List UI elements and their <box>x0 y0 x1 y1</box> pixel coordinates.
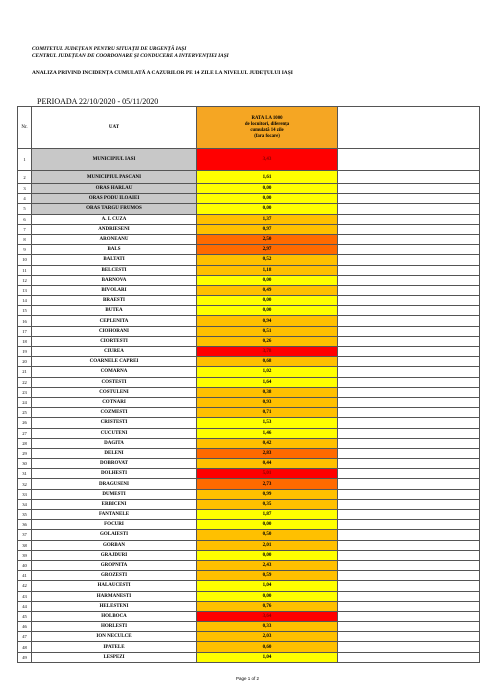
row-number: 35 <box>18 510 32 520</box>
uat-name: ANDRIESENI <box>32 224 197 234</box>
empty-cell <box>338 581 480 591</box>
empty-cell <box>338 306 480 316</box>
table-row <box>18 469 480 479</box>
row-number: 42 <box>18 581 32 591</box>
incidence-rate: 0,26 <box>197 336 338 346</box>
empty-cell <box>338 296 480 306</box>
table-row <box>18 387 480 397</box>
row-number: 9 <box>18 245 32 255</box>
incidence-rate: 2,43 <box>197 560 338 570</box>
incidence-rate: 0,93 <box>197 397 338 407</box>
incidence-rate: 0,00 <box>197 591 338 601</box>
incidence-rate: 2,50 <box>197 234 338 244</box>
incidence-rate: 2,97 <box>197 245 338 255</box>
table-row <box>18 377 480 387</box>
uat-name: COMARNA <box>32 367 197 377</box>
uat-name: GROZESTI <box>32 571 197 581</box>
incidence-rate: 3,43 <box>197 149 338 171</box>
row-number: 8 <box>18 234 32 244</box>
table-row <box>18 459 480 469</box>
table-row <box>18 601 480 611</box>
incidence-rate: 0,00 <box>197 520 338 530</box>
incidence-table <box>17 106 480 663</box>
row-number: 32 <box>18 479 32 489</box>
empty-cell <box>338 550 480 560</box>
table-row <box>18 550 480 560</box>
incidence-rate: 0,44 <box>197 459 338 469</box>
empty-cell <box>338 499 480 509</box>
table-row <box>18 204 480 214</box>
table-row <box>18 540 480 550</box>
row-number: 33 <box>18 489 32 499</box>
table-row <box>18 571 480 581</box>
incidence-rate: 0,52 <box>197 255 338 265</box>
row-number: 24 <box>18 397 32 407</box>
empty-cell <box>338 285 480 295</box>
incidence-rate: 2,83 <box>197 448 338 458</box>
table-row <box>18 149 480 171</box>
incidence-rate: 3,64 <box>197 611 338 621</box>
empty-cell <box>338 387 480 397</box>
uat-name: COSTESTI <box>32 377 197 387</box>
uat-name: CIOHORANI <box>32 326 197 336</box>
table-row <box>18 275 480 285</box>
uat-name: DAGITA <box>32 438 197 448</box>
uat-name: BRAESTI <box>32 296 197 306</box>
empty-cell <box>338 428 480 438</box>
row-number: 49 <box>18 652 32 662</box>
empty-cell <box>338 234 480 244</box>
incidence-rate: 1,64 <box>197 377 338 387</box>
table-row <box>18 326 480 336</box>
uat-name: CIORTESTI <box>32 336 197 346</box>
empty-cell <box>338 469 480 479</box>
empty-cell <box>338 479 480 489</box>
rate-header-line: RATA LA 1000 <box>251 115 283 121</box>
empty-cell <box>338 357 480 367</box>
incidence-rate: 0,00 <box>197 306 338 316</box>
incidence-rate: 5,01 <box>197 469 338 479</box>
uat-name: ORAS PODU ILOAIEI <box>32 194 197 204</box>
row-number: 37 <box>18 530 32 540</box>
row-number: 40 <box>18 560 32 570</box>
row-number: 25 <box>18 408 32 418</box>
incidence-rate: 0,38 <box>197 387 338 397</box>
page-footer: Page 1 of 2 <box>235 676 260 681</box>
incidence-rate: 1,04 <box>197 581 338 591</box>
incidence-rate: 1,46 <box>197 428 338 438</box>
incidence-rate: 0,60 <box>197 642 338 652</box>
table-row <box>18 296 480 306</box>
table-row <box>18 520 480 530</box>
uat-name: FANTANELE <box>32 510 197 520</box>
row-number: 41 <box>18 571 32 581</box>
empty-cell <box>338 560 480 570</box>
table-row <box>18 652 480 662</box>
uat-name: ARONEANU <box>32 234 197 244</box>
uat-name: DELENI <box>32 448 197 458</box>
row-number: 6 <box>18 214 32 224</box>
row-number: 16 <box>18 316 32 326</box>
uat-name: ION NECULCE <box>32 632 197 642</box>
table-row <box>18 265 480 275</box>
uat-name: IPATELE <box>32 642 197 652</box>
header-line-1: COMITETUL JUDEȚEAN PENTRU SITUAȚII DE URGENȚĂ IAȘI <box>32 46 187 52</box>
uat-name: MUNICIPIUL PASCANI <box>32 171 197 184</box>
row-number: 7 <box>18 224 32 234</box>
table-row <box>18 306 480 316</box>
empty-cell <box>338 194 480 204</box>
uat-name: CEPLENITA <box>32 316 197 326</box>
empty-cell <box>338 408 480 418</box>
uat-name: COZMESTI <box>32 408 197 418</box>
header-line-2: CENTRUL JUDEȚEAN DE COORDONARE ȘI CONDUCERE A INTERVENȚIEI IAȘI <box>32 53 229 59</box>
incidence-rate: 2,73 <box>197 479 338 489</box>
incidence-rate: 1,04 <box>197 652 338 662</box>
incidence-rate: 0,68 <box>197 357 338 367</box>
uat-name: FOCURI <box>32 520 197 530</box>
table-row <box>18 224 480 234</box>
incidence-rate: 0,00 <box>197 550 338 560</box>
table-row <box>18 285 480 295</box>
row-number: 45 <box>18 611 32 621</box>
uat-name: GOLAIESTI <box>32 530 197 540</box>
table-row <box>18 316 480 326</box>
row-number: 36 <box>18 520 32 530</box>
uat-name: GRAJDURI <box>32 550 197 560</box>
uat-name: CUCUTENI <box>32 428 197 438</box>
incidence-rate: 0,49 <box>197 285 338 295</box>
empty-cell <box>338 265 480 275</box>
row-number: 27 <box>18 428 32 438</box>
table-row <box>18 510 480 520</box>
empty-cell <box>338 591 480 601</box>
empty-cell <box>338 652 480 662</box>
column-header-nr: Nr. <box>18 107 32 149</box>
empty-cell <box>338 530 480 540</box>
row-number: 28 <box>18 438 32 448</box>
uat-name: COSTULENI <box>32 387 197 397</box>
table-row <box>18 357 480 367</box>
empty-cell <box>338 367 480 377</box>
uat-name: MUNICIPIUL IASI <box>32 149 197 171</box>
rate-header-line: cumulată 14 zile <box>250 127 284 133</box>
incidence-rate: 0,99 <box>197 489 338 499</box>
table-row <box>18 214 480 224</box>
table-row <box>18 499 480 509</box>
row-number: 15 <box>18 306 32 316</box>
uat-name: BARNOVA <box>32 275 197 285</box>
document-title: ANALIZA PRIVIND INCIDENȚA CUMULATĂ A CAZURILOR PE 14 ZILE LA NIVELUL JUDEȚULUI IAȘI <box>32 70 293 76</box>
row-number: 2 <box>18 171 32 184</box>
table-row <box>18 622 480 632</box>
table-row <box>18 336 480 346</box>
column-header-empty <box>338 107 480 149</box>
row-number: 10 <box>18 255 32 265</box>
row-number: 44 <box>18 601 32 611</box>
rate-header-line: de locuitori, diferența <box>244 121 290 127</box>
empty-cell <box>338 510 480 520</box>
uat-name: HALAUCESTI <box>32 581 197 591</box>
incidence-rate: 1,18 <box>197 265 338 275</box>
uat-name: DUMESTI <box>32 489 197 499</box>
row-number: 48 <box>18 642 32 652</box>
incidence-rate: 0,94 <box>197 316 338 326</box>
table-row <box>18 581 480 591</box>
uat-name: BUTEA <box>32 306 197 316</box>
incidence-rate: 0,00 <box>197 296 338 306</box>
incidence-rate: 0,42 <box>197 438 338 448</box>
uat-name: GROPNITA <box>32 560 197 570</box>
table-row <box>18 591 480 601</box>
empty-cell <box>338 224 480 234</box>
table-row <box>18 418 480 428</box>
incidence-rate: 0,00 <box>197 194 338 204</box>
uat-name: LESPEZI <box>32 652 197 662</box>
uat-name: ERBICENI <box>32 499 197 509</box>
uat-name: CRISTESTI <box>32 418 197 428</box>
table-row <box>18 632 480 642</box>
empty-cell <box>338 204 480 214</box>
empty-cell <box>338 347 480 357</box>
table-row <box>18 367 480 377</box>
empty-cell <box>338 642 480 652</box>
uat-name: BELCESTI <box>32 265 197 275</box>
table-row <box>18 448 480 458</box>
row-number: 19 <box>18 347 32 357</box>
uat-name: A. I. CUZA <box>32 214 197 224</box>
row-number: 12 <box>18 275 32 285</box>
table-row <box>18 171 480 184</box>
empty-cell <box>338 520 480 530</box>
empty-cell <box>338 214 480 224</box>
uat-name: BIVOLARI <box>32 285 197 295</box>
row-number: 30 <box>18 459 32 469</box>
empty-cell <box>338 611 480 621</box>
incidence-rate: 0,97 <box>197 224 338 234</box>
row-number: 31 <box>18 469 32 479</box>
uat-name: BALTATI <box>32 255 197 265</box>
table-row <box>18 489 480 499</box>
empty-cell <box>338 622 480 632</box>
incidence-rate: 2,01 <box>197 540 338 550</box>
table-row <box>18 438 480 448</box>
incidence-rate: 1,02 <box>197 367 338 377</box>
row-number: 23 <box>18 387 32 397</box>
uat-name: ORAS HARLAU <box>32 184 197 194</box>
row-number: 4 <box>18 194 32 204</box>
uat-name: HELESTENI <box>32 601 197 611</box>
empty-cell <box>338 448 480 458</box>
incidence-rate: 0,00 <box>197 184 338 194</box>
empty-cell <box>338 171 480 184</box>
table-row <box>18 255 480 265</box>
incidence-rate: 3,78 <box>197 347 338 357</box>
incidence-rate: 0,00 <box>197 275 338 285</box>
row-number: 39 <box>18 550 32 560</box>
incidence-rate: 2,03 <box>197 632 338 642</box>
row-number: 13 <box>18 285 32 295</box>
row-number: 46 <box>18 622 32 632</box>
uat-name: COTNARI <box>32 397 197 407</box>
empty-cell <box>338 397 480 407</box>
row-number: 11 <box>18 265 32 275</box>
empty-cell <box>338 149 480 171</box>
uat-name: HOLBOCA <box>32 611 197 621</box>
uat-name: GORBAN <box>32 540 197 550</box>
empty-cell <box>338 377 480 387</box>
uat-name: DOBROVAT <box>32 459 197 469</box>
incidence-rate: 1,87 <box>197 510 338 520</box>
rate-header-line: (fara focare) <box>254 133 280 139</box>
row-number: 21 <box>18 367 32 377</box>
incidence-rate: 0,59 <box>197 571 338 581</box>
empty-cell <box>338 336 480 346</box>
uat-name: DOLHESTI <box>32 469 197 479</box>
incidence-rate: 1,53 <box>197 418 338 428</box>
incidence-rate: 0,71 <box>197 408 338 418</box>
uat-name: COARNELE CAPREI <box>32 357 197 367</box>
row-number: 14 <box>18 296 32 306</box>
empty-cell <box>338 255 480 265</box>
row-number: 18 <box>18 336 32 346</box>
empty-cell <box>338 438 480 448</box>
table-row <box>18 479 480 489</box>
incidence-rate: 0,76 <box>197 601 338 611</box>
period-label: PERIOADA 22/10/2020 - 05/11/2020 <box>37 97 159 106</box>
row-number: 20 <box>18 357 32 367</box>
incidence-rate: 0,00 <box>197 204 338 214</box>
incidence-rate: 0,51 <box>197 326 338 336</box>
table-row <box>18 642 480 652</box>
row-number: 34 <box>18 499 32 509</box>
empty-cell <box>338 571 480 581</box>
empty-cell <box>338 316 480 326</box>
uat-name: CIUREA <box>32 347 197 357</box>
column-header-rate <box>197 107 338 149</box>
row-number: 3 <box>18 184 32 194</box>
uat-name: DRAGUSENI <box>32 479 197 489</box>
row-number: 5 <box>18 204 32 214</box>
empty-cell <box>338 489 480 499</box>
row-number: 22 <box>18 377 32 387</box>
table-row <box>18 347 480 357</box>
table-row <box>18 245 480 255</box>
table-header-row <box>18 107 480 149</box>
table-row <box>18 408 480 418</box>
empty-cell <box>338 326 480 336</box>
incidence-rate: 0,35 <box>197 499 338 509</box>
table-row <box>18 428 480 438</box>
empty-cell <box>338 632 480 642</box>
column-header-uat: UAT <box>32 107 197 149</box>
empty-cell <box>338 245 480 255</box>
row-number: 29 <box>18 448 32 458</box>
table-row <box>18 530 480 540</box>
incidence-rate: 0,50 <box>197 530 338 540</box>
incidence-rate: 1,37 <box>197 214 338 224</box>
table-row <box>18 560 480 570</box>
uat-name: ORAS TARGU FRUMOS <box>32 204 197 214</box>
uat-name: BALS <box>32 245 197 255</box>
empty-cell <box>338 275 480 285</box>
table-row <box>18 611 480 621</box>
empty-cell <box>338 540 480 550</box>
uat-name: HORLESTI <box>32 622 197 632</box>
empty-cell <box>338 459 480 469</box>
table-row <box>18 234 480 244</box>
row-number: 1 <box>18 149 32 171</box>
incidence-rate: 0,33 <box>197 622 338 632</box>
table-row <box>18 194 480 204</box>
empty-cell <box>338 184 480 194</box>
empty-cell <box>338 601 480 611</box>
row-number: 47 <box>18 632 32 642</box>
uat-name: HARMANESTI <box>32 591 197 601</box>
table-row <box>18 397 480 407</box>
row-number: 43 <box>18 591 32 601</box>
row-number: 17 <box>18 326 32 336</box>
incidence-rate: 1,61 <box>197 171 338 184</box>
empty-cell <box>338 418 480 428</box>
row-number: 38 <box>18 540 32 550</box>
table-row <box>18 184 480 194</box>
row-number: 26 <box>18 418 32 428</box>
